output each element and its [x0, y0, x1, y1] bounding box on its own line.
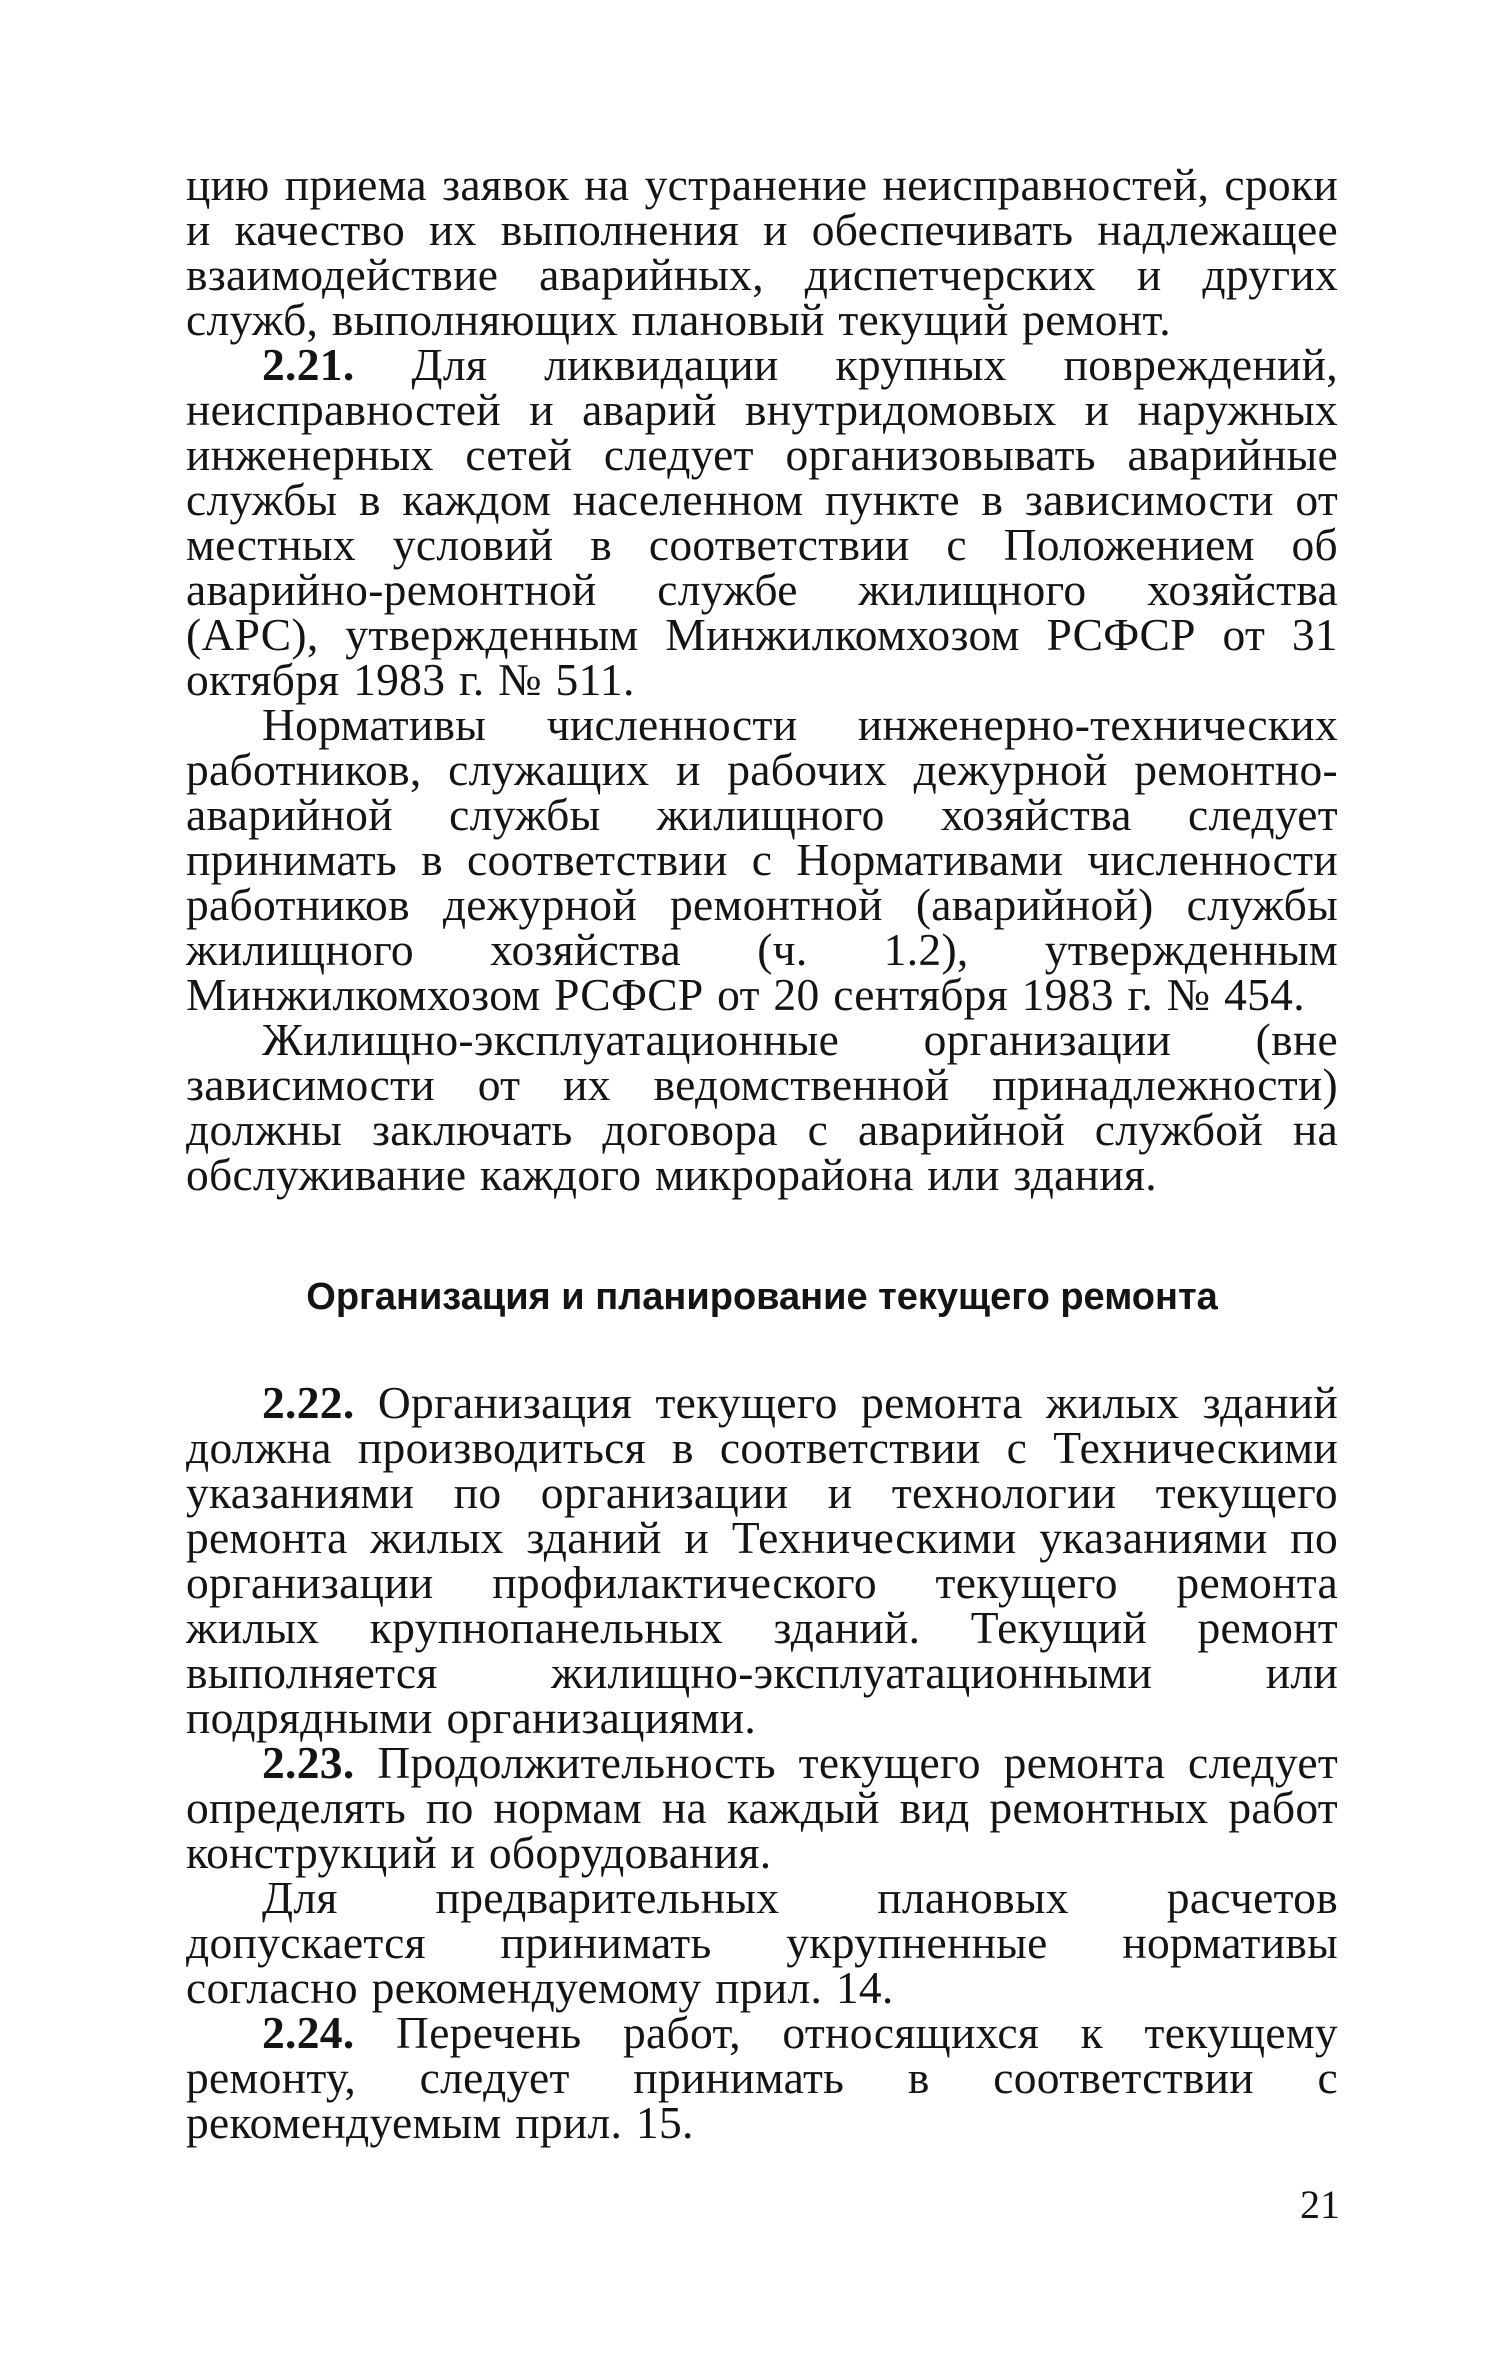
paragraph-number: 2.22. [262, 1377, 355, 1428]
paragraph-text: Жилищно-эксплуатационные организации (вне зависимости от их ведомственной принадлежности) должны заключать договора с аварийной службой на обслуживание каждого микрорайона или здания. [186, 1014, 1338, 1200]
paragraph-2-23 [186, 1737, 1338, 1878]
continuation-paragraph [186, 159, 1338, 345]
page-number: 21 [1300, 2182, 1340, 2227]
text-block-bottom [186, 1377, 1338, 2148]
paragraph-number: 2.23. [262, 1737, 355, 1788]
paragraph-text: Для предварительных плановых расчетов допускается принимать укрупненные нормативы согласно рекомендуемому прил. 14. [186, 1872, 1338, 2013]
paragraph-text: Перечень работ, относящихся к текущему ремонту, следует принимать в соответствии с рекомендуемым прил. 15. [186, 2007, 1338, 2148]
paragraph-2-24 [186, 2007, 1338, 2148]
paragraph-staffing-norms [186, 699, 1338, 1020]
paragraph-text: Для ликвидации крупных повреждений, неисправностей и аварий внутридомовых и наружных инженерных сетей следует организовывать аварийные службы в каждом населенном пункте в зависимости от местных условий в соответствии с Положением об аварийно-ремонтной службе жилищного хозяйства (АРС), утвержденным Минжилкомхозом РСФСР от 31 октября 1983 г. № 511. [186, 339, 1338, 705]
paragraph-text: Продолжительность текущего ремонта следует определять по нормам на каждый вид ремонтных работ конструкций и оборудования. [186, 1737, 1338, 1878]
paragraph-2-21 [186, 339, 1338, 705]
paragraph-text: Нормативы численности инженерно-технических работников, служащих и рабочих дежурной ремонтно-аварийной службы жилищного хозяйства следует принимать в соответствии с Нормативами численности работников дежурной ремонтной (аварийной) службы жилищного хозяйства (ч. 1.2), утвержденным Минжилкомхозом РСФСР от 20 сентября 1983 г. № 454. [186, 699, 1338, 1020]
paragraph-contracts [186, 1014, 1338, 1200]
paragraph-number: 2.21. [262, 339, 355, 390]
paragraph-text: Организация текущего ремонта жилых зданий должна производиться в соответствии с Техническими указаниями по организации и технологии текущего ремонта жилых зданий и Техническими указаниями по организации профилактического текущего ремонта жилых крупнопанельных зданий. Текущий ремонт выполняется жилищно-эксплуатационными или подрядными организациями. [186, 1377, 1338, 1743]
continuation-text: цию приема заявок на устранение неисправностей, сроки и качество их выполнения и обеспечивать надлежащее взаимодействие аварийных, диспетчерских и других служб, выполняющих плановый текущий ремонт. [186, 159, 1338, 345]
section-heading: Организация и планирование текущего ремонта [306, 1276, 1218, 1318]
paragraph-estimates [186, 1872, 1338, 2013]
paragraph-number: 2.24. [262, 2007, 355, 2058]
text-block-top [186, 159, 1338, 1200]
paragraph-2-22 [186, 1377, 1338, 1743]
